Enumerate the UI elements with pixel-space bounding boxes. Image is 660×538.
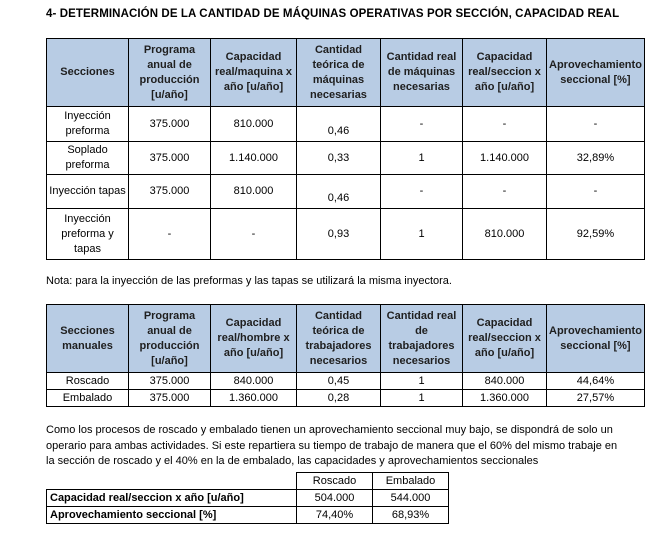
split-capacity-table xyxy=(46,472,449,524)
note-text: Nota: para la inyección de las preformas y las tapas se utilizará la misma inyectora. xyxy=(46,275,452,287)
machines-table xyxy=(46,38,645,260)
column-header: Aprovechamiento seccional [%] xyxy=(547,39,645,107)
table-cell: - xyxy=(381,107,463,142)
table-cell: 44,64% xyxy=(547,373,645,390)
table-cell: 810.000 xyxy=(211,107,297,142)
column-header: Roscado xyxy=(297,473,373,490)
table-cell: 1.360.000 xyxy=(463,390,547,407)
table-cell: - xyxy=(129,209,211,260)
table-cell: 810.000 xyxy=(463,209,547,260)
table-cell: 810.000 xyxy=(211,175,297,209)
table-cell: - xyxy=(463,175,547,209)
table-cell: - xyxy=(463,107,547,142)
table-cell: - xyxy=(547,175,645,209)
table-cell: Embalado xyxy=(47,390,129,407)
table-cell: - xyxy=(547,107,645,142)
table-cell: 1.140.000 xyxy=(463,142,547,175)
table-cell: 840.000 xyxy=(211,373,297,390)
column-header: Cantidad teórica de trabajadores necesarios xyxy=(297,305,381,373)
table-cell: 375.000 xyxy=(129,390,211,407)
column-header: Aprovechamiento seccional [%] xyxy=(547,305,645,373)
table-cell: 375.000 xyxy=(129,142,211,175)
column-header: Cantidad real de máquinas necesarias xyxy=(381,39,463,107)
table-cell: - xyxy=(381,175,463,209)
table-cell: Inyección preforma xyxy=(47,107,129,142)
table-cell: Soplado preforma xyxy=(47,142,129,175)
column-header: Capacidad real/hombre x año [u/año] xyxy=(211,305,297,373)
column-header: Embalado xyxy=(373,473,449,490)
table-cell: 68,93% xyxy=(373,507,449,524)
table-row xyxy=(47,490,449,507)
table-cell: 1.140.000 xyxy=(211,142,297,175)
table-cell: 375.000 xyxy=(129,107,211,142)
table-row xyxy=(47,373,645,390)
explanation-paragraph: Como los procesos de roscado y embalado tienen un aprovechamiento seccional muy bajo, se dispondrá de solo un operario para ambas actividades. Si este repartiera su tiempo de trabajo de manera que el 60% del mismo trabaje en la sección de roscado y el 40% en la de embalado, las capacidades y aprovechamientos seccionales xyxy=(46,424,618,468)
table-cell: 74,40% xyxy=(297,507,373,524)
table-cell: 0,45 xyxy=(297,373,381,390)
table-row xyxy=(47,175,645,209)
table-cell: 375.000 xyxy=(129,175,211,209)
table-cell: - xyxy=(211,209,297,260)
column-header: Capacidad real/seccion x año [u/año] xyxy=(463,39,547,107)
table-cell: 0,28 xyxy=(297,390,381,407)
table-cell: 1.360.000 xyxy=(211,390,297,407)
table-row xyxy=(47,390,645,407)
table-cell: 32,89% xyxy=(547,142,645,175)
table-cell: Inyección preforma y tapas xyxy=(47,209,129,260)
column-header: Capacidad real/seccion x año [u/año] xyxy=(463,305,547,373)
row-label: Capacidad real/seccion x año [u/año] xyxy=(47,490,297,507)
table-row xyxy=(47,107,645,142)
table-row xyxy=(47,507,449,524)
table-row xyxy=(47,209,645,260)
page-title: 4- DETERMINACIÓN DE LA CANTIDAD DE MÁQUINAS OPERATIVAS POR SECCIÓN, CAPACIDAD REAL xyxy=(46,8,620,20)
table-cell: 27,57% xyxy=(547,390,645,407)
table-cell: 544.000 xyxy=(373,490,449,507)
column-header: Secciones manuales xyxy=(47,305,129,373)
table-cell: 504.000 xyxy=(297,490,373,507)
table-cell: 92,59% xyxy=(547,209,645,260)
column-header: Secciones xyxy=(47,39,129,107)
table-cell: 1 xyxy=(381,373,463,390)
table-cell: 375.000 xyxy=(129,373,211,390)
empty-cell xyxy=(47,473,297,490)
table-cell: 1 xyxy=(381,390,463,407)
table-cell: 1 xyxy=(381,209,463,260)
column-header: Cantidad real de trabajadores necesarios xyxy=(381,305,463,373)
table-header-row xyxy=(47,39,645,107)
column-header: Programa anual de producción [u/año] xyxy=(129,305,211,373)
column-header: Cantidad teórica de máquinas necesarias xyxy=(297,39,381,107)
workers-table xyxy=(46,304,645,407)
table-cell: 0,33 xyxy=(297,142,381,175)
row-label: Aprovechamiento seccional [%] xyxy=(47,507,297,524)
table-cell: 0,93 xyxy=(297,209,381,260)
table-cell: Inyección tapas xyxy=(47,175,129,209)
table-header-row xyxy=(47,473,449,490)
table-cell: 0,46 xyxy=(297,107,381,142)
table-cell: 1 xyxy=(381,142,463,175)
column-header: Programa anual de producción [u/año] xyxy=(129,39,211,107)
column-header: Capacidad real/maquina x año [u/año] xyxy=(211,39,297,107)
table-cell: 840.000 xyxy=(463,373,547,390)
table-cell: 0,46 xyxy=(297,175,381,209)
table-header-row xyxy=(47,305,645,373)
table-row xyxy=(47,142,645,175)
table-cell: Roscado xyxy=(47,373,129,390)
